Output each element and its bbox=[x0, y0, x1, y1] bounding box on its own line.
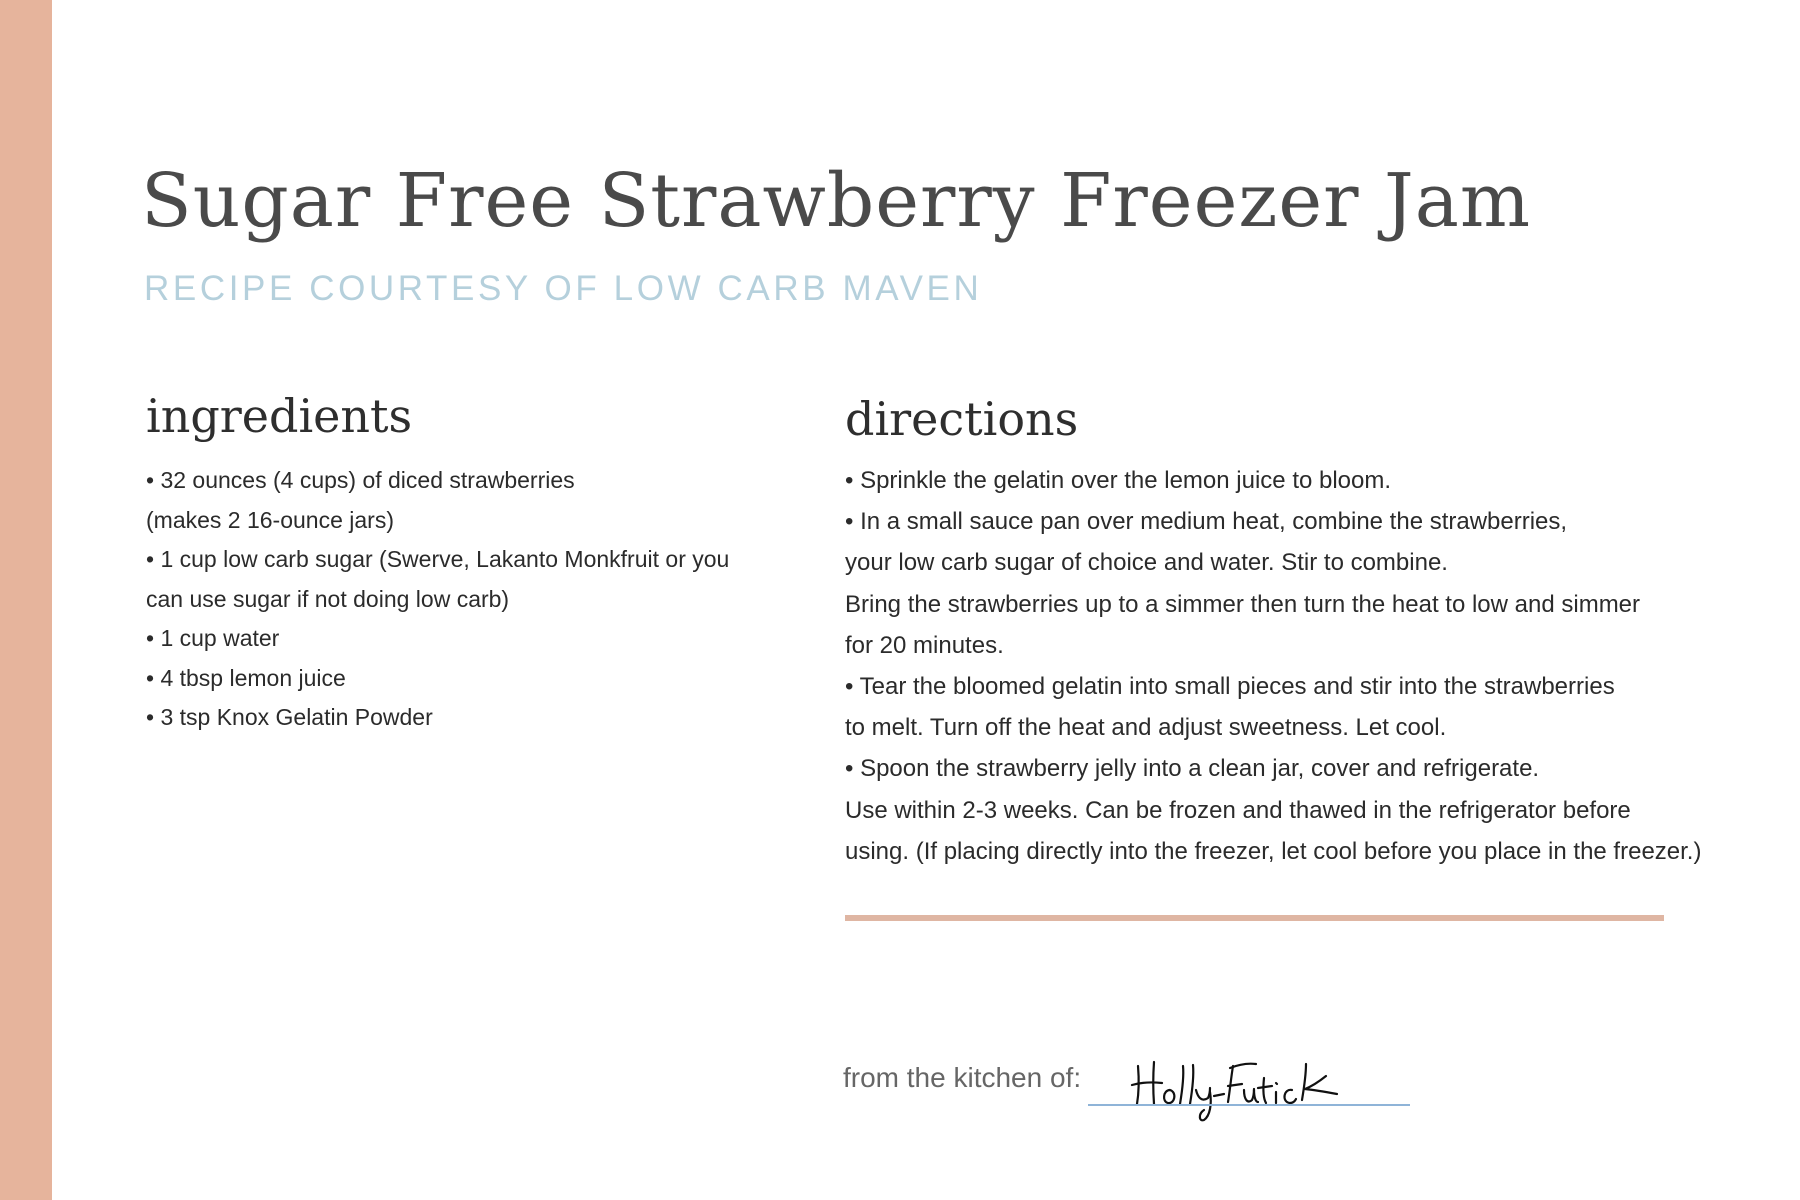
ingredient-line: • 1 cup water bbox=[146, 625, 280, 651]
ingredient-line: • 32 ounces (4 cups) of diced strawberries bbox=[146, 467, 575, 493]
direction-line: your low carb sugar of choice and water. Stir to combine. bbox=[845, 549, 1448, 577]
recipe-title: Sugar Free Strawberry Freezer Jam bbox=[141, 158, 1532, 244]
ingredient-line: (makes 2 16-ounce jars) bbox=[146, 506, 394, 533]
signature-drawing bbox=[1130, 1052, 1380, 1122]
handwritten-signature bbox=[1130, 1052, 1380, 1122]
direction-line: • In a small sauce pan over medium heat, combine the strawberries, bbox=[845, 508, 1568, 536]
ingredient-line: • 4 tbsp lemon juice bbox=[146, 664, 346, 691]
kitchen-label: from the kitchen of: bbox=[843, 1062, 1082, 1093]
directions-list bbox=[845, 460, 1765, 872]
direction-line: • Tear the bloomed gelatin into small pieces and stir into the strawberries bbox=[845, 673, 1615, 701]
directions-heading: directions bbox=[845, 392, 1079, 446]
signature-underline bbox=[1088, 1104, 1410, 1106]
direction-line: • Sprinkle the gelatin over the lemon juice to bloom. bbox=[845, 467, 1392, 494]
direction-line: using. (If placing directly into the freezer, let cool before you place in the freezer.) bbox=[845, 837, 1702, 865]
recipe-credit: RECIPE COURTESY OF LOW CARB MAVEN bbox=[144, 269, 983, 308]
direction-line: for 20 minutes. bbox=[845, 631, 1004, 659]
left-accent-bar bbox=[0, 0, 52, 1200]
ingredient-line: can use sugar if not doing low carb) bbox=[146, 585, 510, 612]
direction-line: • Spoon the strawberry jelly into a clean jar, cover and refrigerate. bbox=[845, 755, 1540, 783]
direction-line: Bring the strawberries up to a simmer then turn the heat to low and simmer bbox=[845, 590, 1641, 618]
direction-line: Use within 2-3 weeks. Can be frozen and thawed in the refrigerator before bbox=[845, 796, 1631, 824]
ingredients-heading: ingredients bbox=[146, 389, 413, 443]
section-divider bbox=[845, 915, 1664, 921]
ingredient-line: • 1 cup low carb sugar (Swerve, Lakanto Monkfruit or you bbox=[146, 546, 730, 572]
ingredients-list bbox=[146, 461, 786, 738]
ingredient-line: • 3 tsp Knox Gelatin Powder bbox=[146, 704, 433, 730]
direction-line: to melt. Turn off the heat and adjust sweetness. Let cool. bbox=[845, 714, 1447, 742]
